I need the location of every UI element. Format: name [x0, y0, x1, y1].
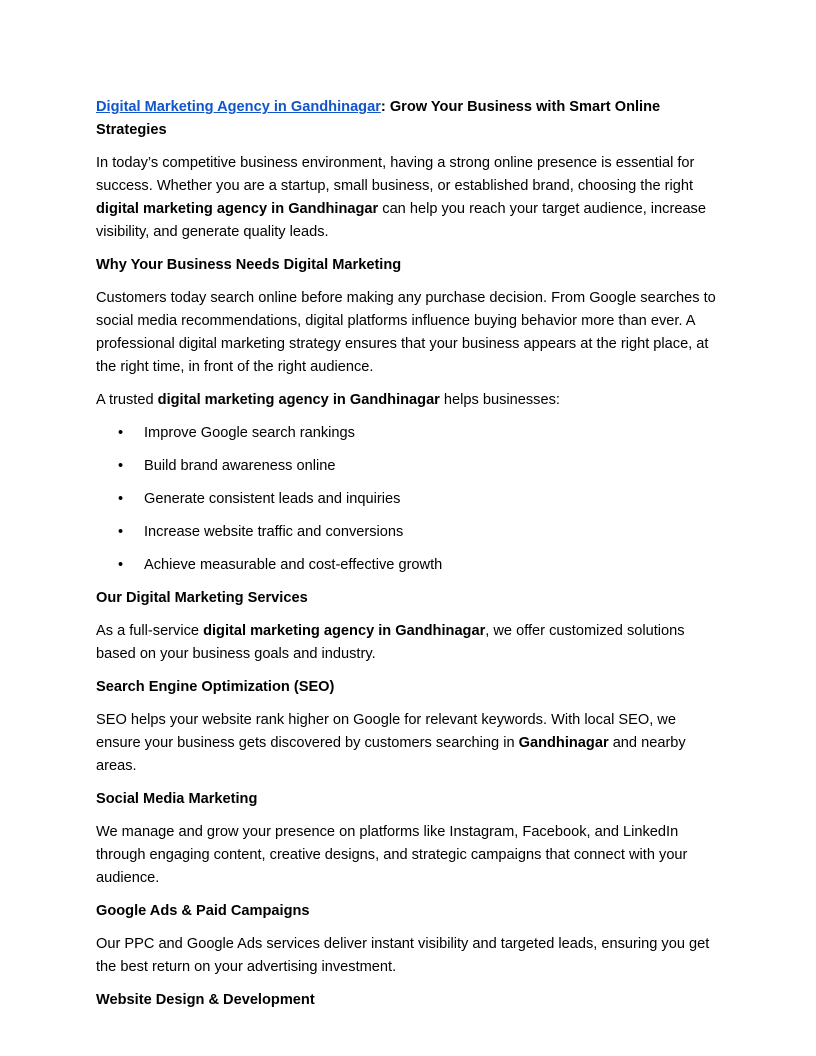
ads-paragraph: Our PPC and Google Ads services deliver instant visibility and targeted leads, ensuring you get the best return on your advertising investment.: [96, 936, 710, 975]
list-item: [96, 422, 720, 445]
trusted-paragraph: [96, 389, 720, 412]
why-heading: Why Your Business Needs Digital Marketing: [96, 257, 402, 273]
benefits-list: [96, 422, 720, 577]
trusted-text-2: helps businesses:: [439, 392, 560, 408]
seo-bold: Gandhinagar: [518, 735, 609, 751]
document-title: [96, 96, 720, 142]
list-item-text: Increase website traffic and conversions: [144, 524, 404, 540]
list-item: [96, 488, 720, 511]
services-paragraph: [96, 620, 720, 666]
bullet-icon: •: [118, 557, 124, 573]
services-bold: digital marketing agency in Gandhinagar: [203, 623, 486, 639]
smm-heading: Social Media Marketing: [96, 791, 258, 807]
web-heading: Website Design & Development: [96, 992, 315, 1008]
seo-paragraph: [96, 709, 720, 778]
ads-heading: Google Ads & Paid Campaigns: [96, 903, 310, 919]
seo-text-2: and nearby areas.: [96, 735, 686, 774]
list-item-text: Improve Google search rankings: [144, 425, 355, 441]
list-item-text: Achieve measurable and cost-effective growth: [144, 557, 443, 573]
trusted-text-1: A trusted: [96, 392, 158, 408]
list-item-text: Generate consistent leads and inquiries: [144, 491, 401, 507]
list-item: [96, 554, 720, 577]
bullet-icon: •: [118, 491, 124, 507]
services-text-2: , we offer customized solutions based on your business goals and industry.: [96, 623, 685, 662]
document-page: [96, 96, 720, 1022]
seo-heading: Search Engine Optimization (SEO): [96, 679, 335, 695]
seo-text-1: SEO helps your website rank higher on Google for relevant keywords. With local SEO, we ensure your business gets discovered by customers searching in: [96, 712, 676, 751]
intro-text-1: In today’s competitive business environment, having a strong online presence is essential for success. Whether you are a startup, small business, or established brand, choosing the right: [96, 155, 695, 194]
title-link[interactable]: Digital Marketing Agency in Gandhinagar: [96, 99, 381, 115]
list-item-text: Build brand awareness online: [144, 458, 336, 474]
intro-paragraph: [96, 152, 720, 244]
title-rest: : Grow Your Business with Smart Online Strategies: [96, 99, 661, 138]
why-paragraph: Customers today search online before making any purchase decision. From Google searches to social media recommendations, digital platforms influence buying behavior more than ever. A professional digital marketing strategy ensures that your business appears at the right place, at the right time, in front of the right audience.: [96, 290, 716, 375]
intro-text-2: can help you reach your target audience, increase visibility, and generate quality leads.: [96, 201, 706, 240]
smm-paragraph: We manage and grow your presence on platforms like Instagram, Facebook, and LinkedIn through engaging content, creative designs, and strategic campaigns that connect with your audience.: [96, 824, 688, 886]
bullet-icon: •: [118, 458, 124, 474]
bullet-icon: •: [118, 524, 124, 540]
bullet-icon: •: [118, 425, 124, 441]
trusted-bold: digital marketing agency in Gandhinagar: [157, 392, 440, 408]
list-item: [96, 455, 720, 478]
intro-bold: digital marketing agency in Gandhinagar: [96, 201, 379, 217]
list-item: [96, 521, 720, 544]
services-heading: Our Digital Marketing Services: [96, 590, 308, 606]
services-text-1: As a full-service: [96, 623, 204, 639]
